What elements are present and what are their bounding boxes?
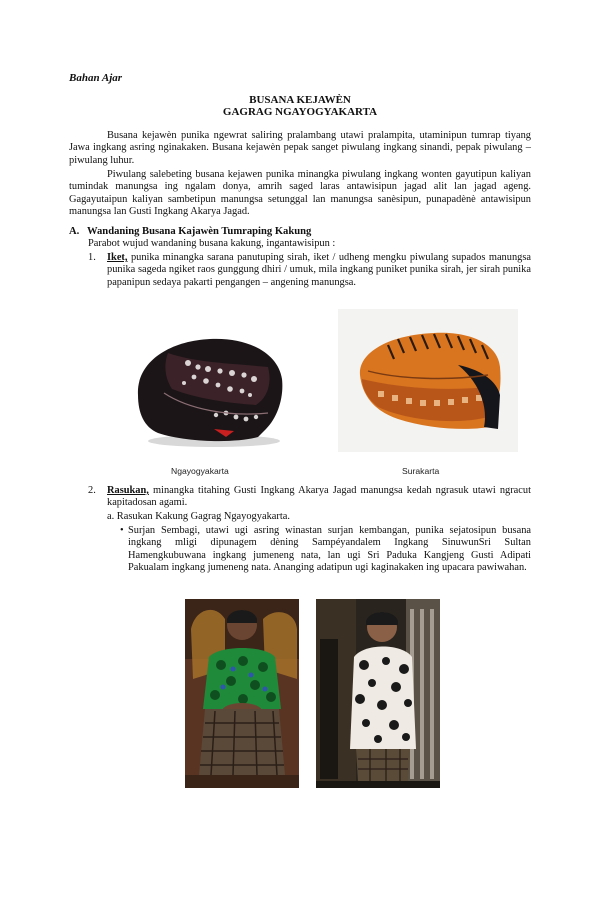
bullet-surjan-sembagi: [120, 525, 531, 575]
term-rasukan: Rasukan,: [107, 485, 149, 496]
caption-ngayogyakarta: Ngayogyakarta: [171, 466, 229, 476]
paragraph-2: Piwulang salebeting busana kejawen punika minangka piwulang ingkang wonten gayutipun kaliyan tumindak manungsa ing ngalam donya, amrih saged laras antawisipun jagad alit lan jagad ageng. Gagayutaipun kaliyan sambetipun manungsa setunggal lan manungsa sanèsipun, punapadènè antawisipun manungsa lan Gusti Ingkang Akarya Jagad.: [69, 169, 531, 218]
standing-man-surjan-photo: [316, 599, 440, 788]
paragraph-1: Busana kejawèn punika ngewrat saliring pralambang utawi pralampita, utaminipun tumrap tiyang Jawa ingkang asring nginakaken. Busana kejawèn pepak sanget piwulang ingkang sinandi, pepak piwulang – piwulang luhur.: [69, 130, 531, 166]
title-line-2: GAGRAG NGAYOGYAKARTA: [222, 106, 378, 118]
blangkon-surakarta-image: [338, 309, 518, 452]
list-number: 1.: [88, 252, 96, 263]
list-item-iket: [88, 252, 531, 289]
doc-label: Bahan Ajar: [69, 72, 123, 84]
bullet-dot-icon: •: [120, 525, 124, 536]
title-line-1: BUSANA KEJAWÈN: [249, 94, 351, 106]
item-text: punika minangka sarana panutuping sirah, iket / udheng mengku piwulang supados manungsa punika sageda ngiket raos gunggung dhiri / umuk, mila ingkang puniket punika sirah, jer sirah punika papanipun sedaya pakarti pengangen – angening manungsa.: [107, 252, 531, 288]
seated-man-surjan-photo: [185, 599, 299, 788]
caption-surakarta: Surakarta: [402, 466, 440, 476]
term-iket: Iket,: [107, 252, 128, 263]
item-text: minangka titahing Gusti Ingkang Akarya Jagad manungsa kedah ngrasuk utawi ngracut kapitadosan agami.: [107, 485, 531, 509]
section-a-heading: [69, 226, 311, 237]
section-a-number: A.: [69, 226, 80, 237]
bullet-text: Surjan Sembagi, utawi ugi asring winastan surjan kembangan, punika sejatosipun busana ingkang mligi dipunagem dèning Sampéyandalem Ingkang SinuwunSri Sultan Hamengkubuwana ingkang jumeneng nata, lan ugi Sri Paduka Kangjeng Gusti Adipati Pakualam ingkang jumeneng nata. Ananging adatipun ugi kaginakaken ing upacara pawiwahan.: [128, 525, 531, 574]
blangkon-ngayogyakarta-image: [128, 333, 290, 449]
section-a-intro: Parabot wujud wandaning busana kakung, ingantawisipun :: [88, 238, 336, 249]
list-item-rasukan: [88, 485, 531, 510]
sub-item-a: a. Rasukan Kakung Gagrag Ngayogyakarta.: [107, 511, 290, 522]
section-a-title: Wandaning Busana Kajawèn Tumraping Kakung: [87, 226, 312, 237]
list-number: 2.: [88, 485, 96, 496]
